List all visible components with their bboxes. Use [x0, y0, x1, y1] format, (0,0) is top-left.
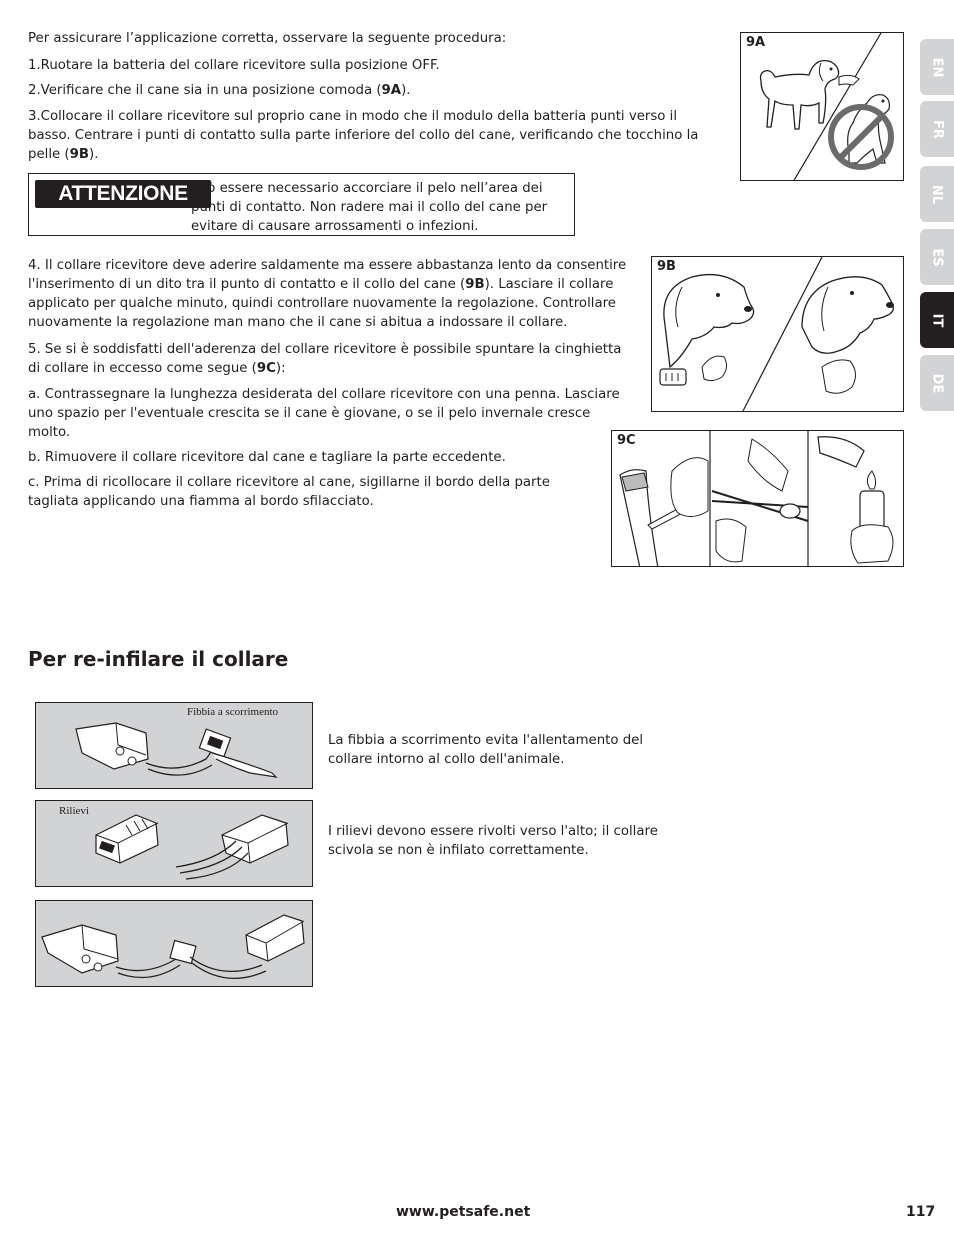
collar-trimming-illustration [612, 431, 904, 567]
step-2: 2.Verificare che il cane sia in una posizione comoda (9A). [28, 83, 411, 98]
figure-9b [651, 256, 904, 412]
collar-assembly-panel [35, 900, 313, 987]
figure-9c-label: 9C [617, 433, 636, 448]
figure-9a-label: 9A [746, 35, 766, 50]
tab-de[interactable]: DE [920, 355, 954, 411]
slide-buckle-description: La fibbia a scorrimento evita l'allentamento del collare intorno al collo dell'animale. [328, 733, 644, 767]
ref-9a: 9A [381, 83, 402, 98]
ridges-description: I rilievi devono essere rivolti verso l'alto; il collare scivola se non è infilato correttamente. [328, 824, 658, 858]
dog-sitting-illustration [741, 33, 904, 181]
tab-fr[interactable]: FR [920, 101, 954, 157]
figure-9a [740, 32, 904, 181]
section-title: Per re-infilare il collare [28, 647, 289, 671]
collar-assembly-illustration [36, 901, 313, 987]
footer-url: www.petsafe.net [396, 1204, 531, 1220]
figure-9c [611, 430, 904, 567]
dog-collar-fit-illustration [652, 257, 904, 412]
ref-9c: 9C [256, 361, 276, 376]
figure-9b-label: 9B [657, 259, 676, 274]
ridges-label: Rilievi [59, 805, 89, 817]
warning-text: Può essere necessario accorciare il pelo nell’area dei punti di contatto. Non radere mai il collo del cane per evitare di causare arrossamenti o infezioni. [191, 181, 548, 234]
slide-buckle-illustration [36, 703, 313, 789]
step-5: 5. Se si è soddisfatti dell'aderenza del collare ricevitore è possibile spuntare la cinghietta di collare in eccesso come segue (9C): [28, 342, 622, 376]
tab-it[interactable]: IT [920, 292, 954, 348]
tab-nl[interactable]: NL [920, 166, 954, 222]
warning-box [28, 173, 575, 236]
ridges-buckle-illustration [36, 801, 313, 887]
page-number: 117 [906, 1204, 936, 1220]
slide-buckle-panel [35, 702, 313, 789]
intro-text: Per assicurare l’applicazione corretta, osservare la seguente procedura: [28, 31, 507, 46]
step-1: 1.Ruotare la batteria del collare ricevitore sulla posizione OFF. [28, 58, 440, 73]
ridges-panel [35, 800, 313, 887]
warning-badge: ATTENZIONE [35, 180, 211, 208]
tab-en[interactable]: EN [920, 39, 954, 95]
step-b: b. Rimuovere il collare ricevitore dal cane e tagliare la parte eccedente. [28, 450, 506, 465]
slide-buckle-label: Fibbia a scorrimento [187, 706, 279, 718]
step-a: a. Contrassegnare la lunghezza desiderata del collare ricevitore con una penna. Lasciare uno spazio per l'eventuale crescita se il cane è giovane, o se il pelo invernale cresce molto. [28, 387, 620, 440]
ref-9b: 9B [69, 147, 89, 162]
step-3: 3.Collocare il collare ricevitore sul proprio cane in modo che il modulo della batteria punti verso il basso. Centrare i punti di contatto sulla parte inferiore del collo del cane, verificando che tocchino la pelle (9B). [28, 109, 699, 162]
step-4: 4. Il collare ricevitore deve aderire saldamente ma essere abbastanza lento da consentire l'inserimento di un dito tra il punto di contatto e il collo del cane (9B). Lasciare il collare applicato per qualche minuto, quindi controllare nuovamente la regolazione. Controllare nuovamente la regolazione man mano che il cane si abitua a indossare il collare. [28, 258, 627, 330]
ref-9b-step4: 9B [465, 277, 485, 292]
step-c: c. Prima di ricollocare il collare ricevitore al cane, sigillarne il bordo della parte tagliata applicando una fiamma al bordo sfilacciato. [28, 475, 550, 509]
tab-es[interactable]: ES [920, 229, 954, 285]
